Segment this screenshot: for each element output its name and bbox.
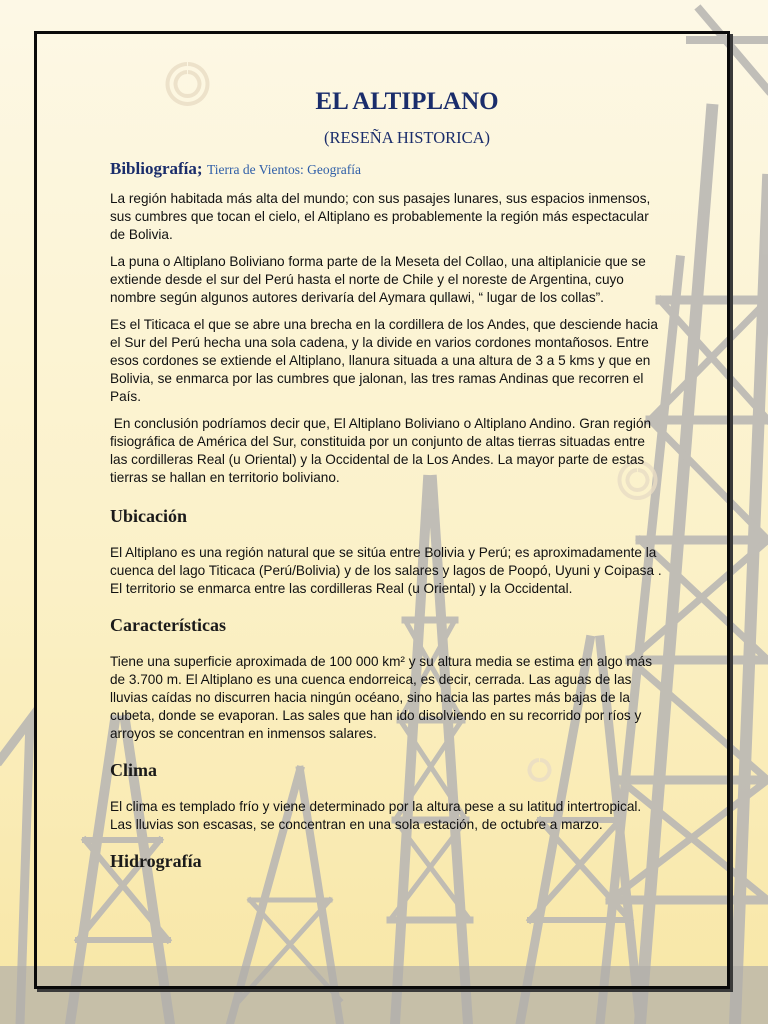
section-heading-caracteristicas: Características: [110, 615, 226, 635]
document-subtitle: (RESEÑA HISTORICA): [323, 128, 491, 147]
intro-paragraph: La región habitada más alta del mundo; con sus pasajes lunares, sus espacios inmensos, sus cumbres que tocan el cielo, el Altiplano es probablemente la región más espectacular de Bolivia.: [110, 191, 651, 242]
section-heading-ubicacion: Ubicación: [110, 506, 188, 526]
ubicacion-paragraph: El Altiplano es una región natural que se sitúa entre Bolivia y Perú; es aproximadamente la cuenca del lago Titicaca (Perú/Bolivia) y de los salares y lagos de Poopó, Uyuni y Coipasa . El territorio se enmarca entre las cordilleras Real (u Oriental) y la Occidental.: [110, 545, 662, 596]
intro-paragraph: En conclusión podríamos decir que, El Altiplano Boliviano o Altiplano Andino. Gran región fisiográfica de América del Sur, constituida por un conjunto de altas tierras situadas entre las cordilleras Real (u Oriental) y la Occidental de la Los Andes. La mayor parte de estas tierras se hallan en territorio boliviano.: [110, 416, 655, 485]
section-heading-clima: Clima: [110, 760, 157, 780]
bibliography-value: Tierra de Vientos: Geografía: [207, 162, 362, 177]
document-content: [76, 88, 666, 872]
bibliography-label: Bibliografía;: [110, 159, 203, 178]
section-heading-hidrografia: Hidrografía: [110, 851, 202, 871]
document-title: EL ALTIPLANO: [315, 88, 499, 115]
intro-section: [110, 190, 666, 872]
intro-paragraph: Es el Titicaca el que se abre una brecha en la cordillera de los Andes, que desciende hacia el Sur del Perú hecha una sola cadena, y la divide en varios cordones montañosos. Entre esos cordones se extiende el Altiplano, llanura situada a una altura de 3 a 5 kms y que en Bolivia, se enmarca por las cumbres que jalonan, las tres ramas Andinas que recorren el País.: [110, 317, 658, 404]
clima-paragraph: El clima es templado frío y viene determinado por la altura pese a su latitud intertropical. Las lluvias son escasas, se concentran en una sola estación, de octubre a marzo.: [110, 799, 642, 832]
caracteristicas-paragraph: Tiene una superficie aproximada de 100 000 km² y su altura media se estima en algo más de 3.700 m. El Altiplano es una cuenca endorreica, es decir, cerrada. Las aguas de las lluvias caídas no discurren hacia ningún océano, sino hacia las partes más bajas de la cubeta, donde se evaporan. Las sales que han ido disolviendo en su recorrido por ríos y arroyos se concentran en inmensos salares.: [110, 654, 653, 741]
intro-paragraph: La puna o Altiplano Boliviano forma parte de la Meseta del Collao, una altiplanicie que se extiende desde el sur del Perú hasta el norte de Chile y el noreste de Argentina, cuyo nombre según algunos autores derivaría del Aymara qullawi, “ lugar de los collas”.: [110, 254, 646, 305]
bibliography-line: [110, 158, 666, 181]
